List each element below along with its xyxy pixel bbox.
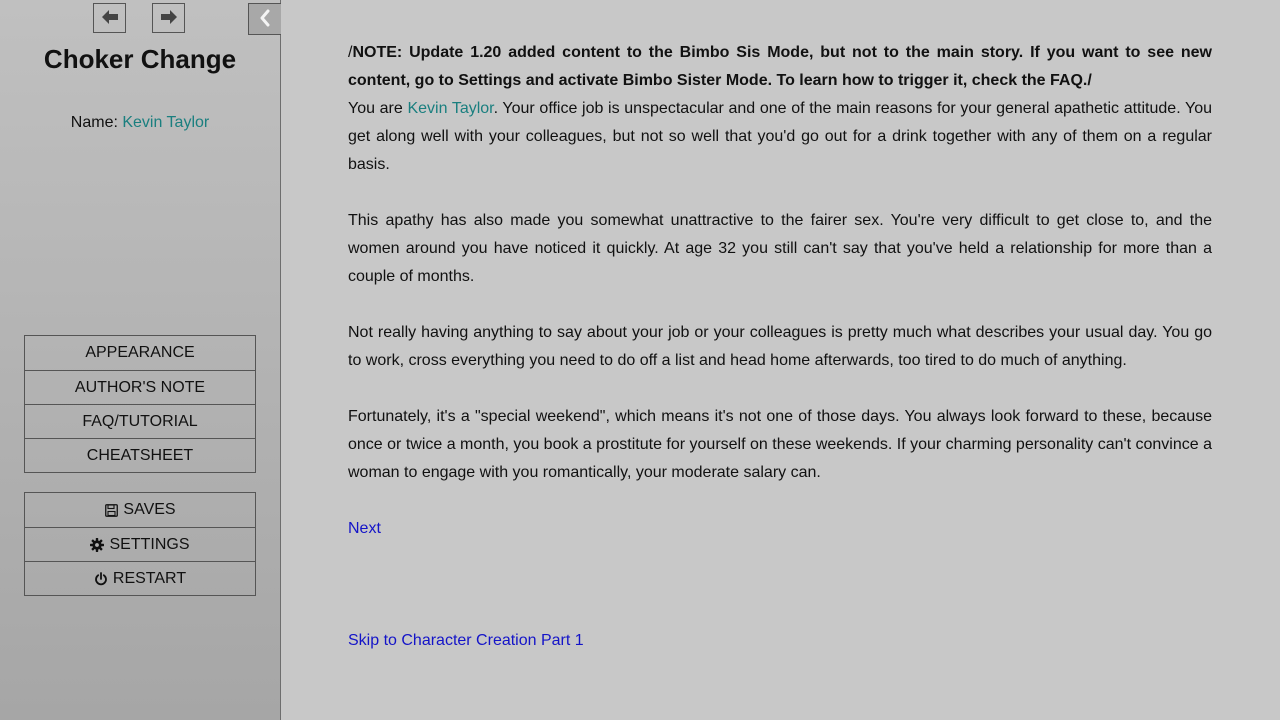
menu-item-settings[interactable]	[24, 527, 256, 562]
paragraph-gap	[348, 179, 1212, 207]
menu-item-label: SETTINGS	[109, 535, 190, 553]
name-label: Name:	[70, 114, 118, 131]
paragraph-gap	[348, 487, 1212, 515]
note-text: NOTE: Update 1.20 added content to the Bimbo Sis Mode, but not to the main story. If you want to see new content, go to Settings and activate Bimbo Sister Mode. To learn how to trigger it, check the FAQ./	[348, 44, 1212, 89]
skip-character-creation-link[interactable]: Skip to Character Creation Part 1	[348, 632, 584, 649]
intro-paragraph	[348, 95, 1212, 179]
intro-text-before: You are	[348, 100, 408, 117]
paragraph-4: Fortunately, it's a "special weekend", which means it's not one of those days. You always look forward to these, because once or twice a month, you book a prostitute for yourself on these weekends. If your charming personality can't convince a woman to engage with you romantically, your moderate salary can.	[348, 408, 1212, 481]
menu-item-restart[interactable]	[24, 561, 256, 596]
character-name-line	[0, 113, 280, 133]
character-name-link-inline[interactable]: Kevin Taylor	[407, 100, 494, 117]
history-forward-button[interactable]	[152, 3, 185, 33]
paragraph-2: This apathy has also made you somewhat unattractive to the fairer sex. You're very difficult to get close to, and the women around you have noticed it quickly. At age 32 you still can't say that you've held a relationship for more than a couple of months.	[348, 212, 1212, 285]
floppy-disk-icon	[104, 503, 118, 517]
gear-icon	[90, 538, 104, 552]
paragraph-3: Not really having anything to say about your job or your colleagues is pretty much what describes your usual day. You go to work, cross everything you need to do off a list and head home afterwards, too tired to do much of anything.	[348, 324, 1212, 369]
paragraph-gap	[348, 291, 1212, 319]
menu-item-label: SAVES	[123, 501, 176, 518]
menu-item-authors-note[interactable]	[24, 370, 256, 405]
sidebar-stow-button[interactable]	[248, 3, 281, 35]
note-prefix: /	[348, 44, 353, 61]
core-menu	[24, 492, 256, 596]
story-menu	[24, 335, 256, 473]
menu-item-label: RESTART	[112, 569, 187, 587]
paragraph-gap	[348, 599, 1212, 627]
intro-text-after: . Your office job is unspectacular and one of the main reasons for your general apathetic attitude. You get along well with your colleagues, but not so well that you'd go out for a drink together with any of them on a regular basis.	[348, 100, 1213, 173]
menu-item-appearance[interactable]	[24, 335, 256, 371]
menu-item-faq-tutorial[interactable]	[24, 404, 256, 439]
menu-item-label: AUTHOR'S NOTE	[74, 378, 206, 396]
paragraph-gap	[348, 571, 1212, 599]
next-link[interactable]: Next	[348, 520, 381, 537]
chevron-left-icon	[258, 9, 272, 30]
menu-item-label: CHEATSHEET	[86, 446, 194, 464]
arrow-left-icon	[101, 9, 119, 28]
story-title: Choker Change	[43, 44, 237, 74]
sidebar	[0, 0, 281, 720]
arrow-right-icon	[160, 9, 178, 28]
update-note	[348, 39, 1212, 95]
character-name-link[interactable]: Kevin Taylor	[122, 114, 210, 131]
menu-item-label: FAQ/TUTORIAL	[82, 412, 198, 430]
story-passage	[348, 39, 1212, 655]
paragraph-gap	[348, 375, 1212, 403]
menu-item-label: APPEARANCE	[85, 344, 195, 361]
menu-item-cheatsheet[interactable]	[24, 438, 256, 473]
menu-item-saves[interactable]	[24, 492, 256, 528]
history-back-button[interactable]	[93, 3, 126, 33]
power-icon	[94, 572, 108, 586]
paragraph-gap	[348, 543, 1212, 571]
